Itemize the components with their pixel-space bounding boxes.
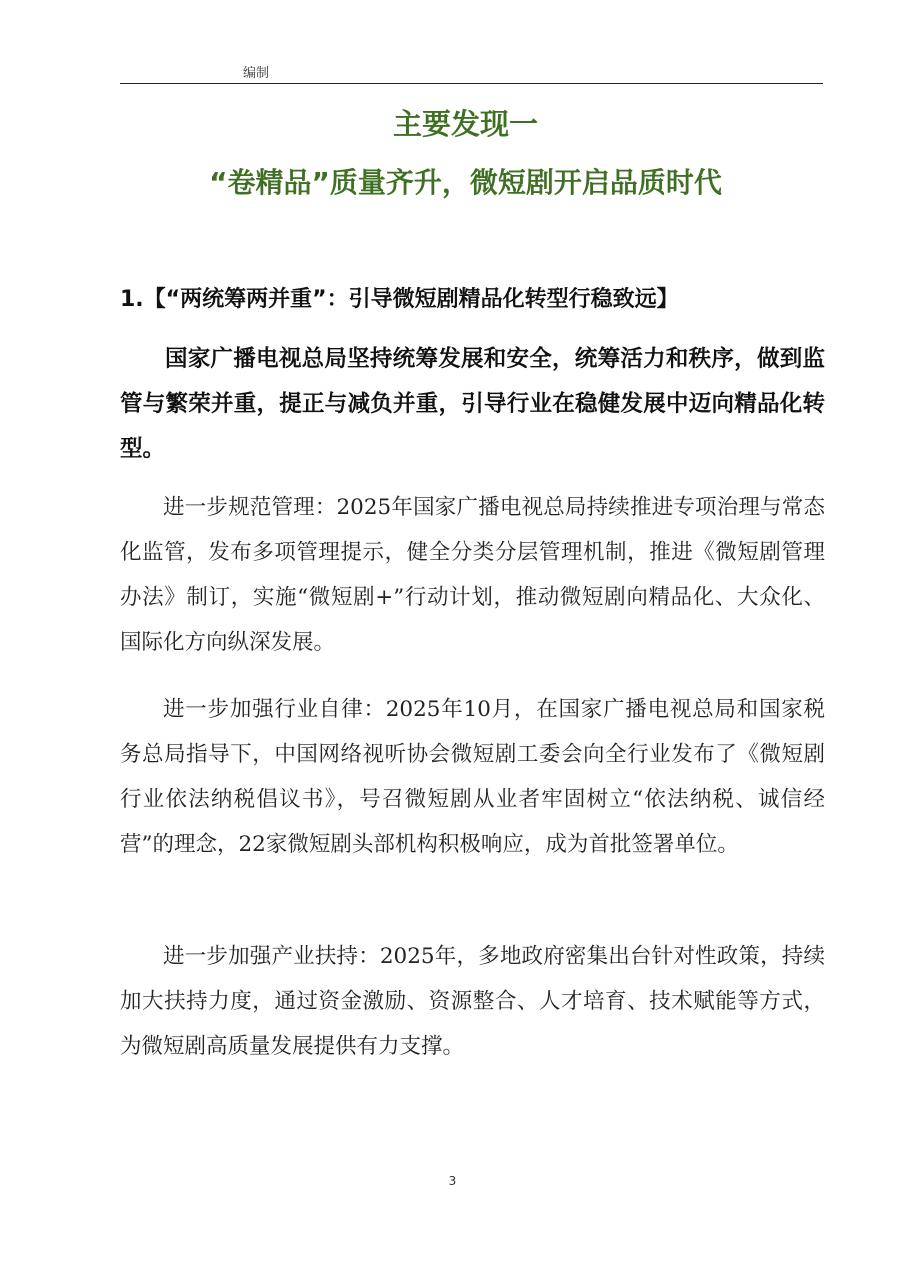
header-divider <box>120 83 823 84</box>
page-title: 主要发现一 <box>392 107 538 141</box>
body-paragraph-self-discipline: 进一步加强行业自律：2025年10月，在国家广播电视总局和国家税务总局指导下，中国网络视听协会微短剧工委会向全行业发布了《微短剧行业依法纳税倡议书》，号召微短剧从业者牢固树立“依法纳税、诚信经营”的理念，22家微短剧头部机构积极响应，成为首批签署单位。 <box>120 697 825 857</box>
header-label: 编制 <box>243 66 270 81</box>
lead-paragraph: 国家广播电视总局坚持统筹发展和安全，统筹活力和秩序，做到监管与繁荣并重，提正与减负并重，引导行业在稳健发展中迈向精品化转型。 <box>120 346 825 462</box>
page-number: 3 <box>448 1174 457 1188</box>
body-paragraph-industry-support: 进一步加强产业扶持：2025年，多地政府密集出台针对性政策，持续加大扶持力度，通过资金激励、资源整合、人才培育、技术赋能等方式，为微短剧高质量发展提供有力支撑。 <box>120 944 825 1059</box>
section-heading: 1.【“两统筹两并重”：引导微短剧精品化转型行稳致远】 <box>120 287 679 312</box>
page-subtitle: “卷精品”质量齐升，微短剧开启品质时代 <box>209 166 722 199</box>
body-paragraph-regulation: 进一步规范管理：2025年国家广播电视总局持续推进专项治理与常态化监管，发布多项管理提示，健全分类分层管理机制，推进《微短剧管理办法》制订，实施“微短剧+”行动计划，推动微短剧向精品化、大众化、国际化方向纵深发展。 <box>120 495 825 655</box>
